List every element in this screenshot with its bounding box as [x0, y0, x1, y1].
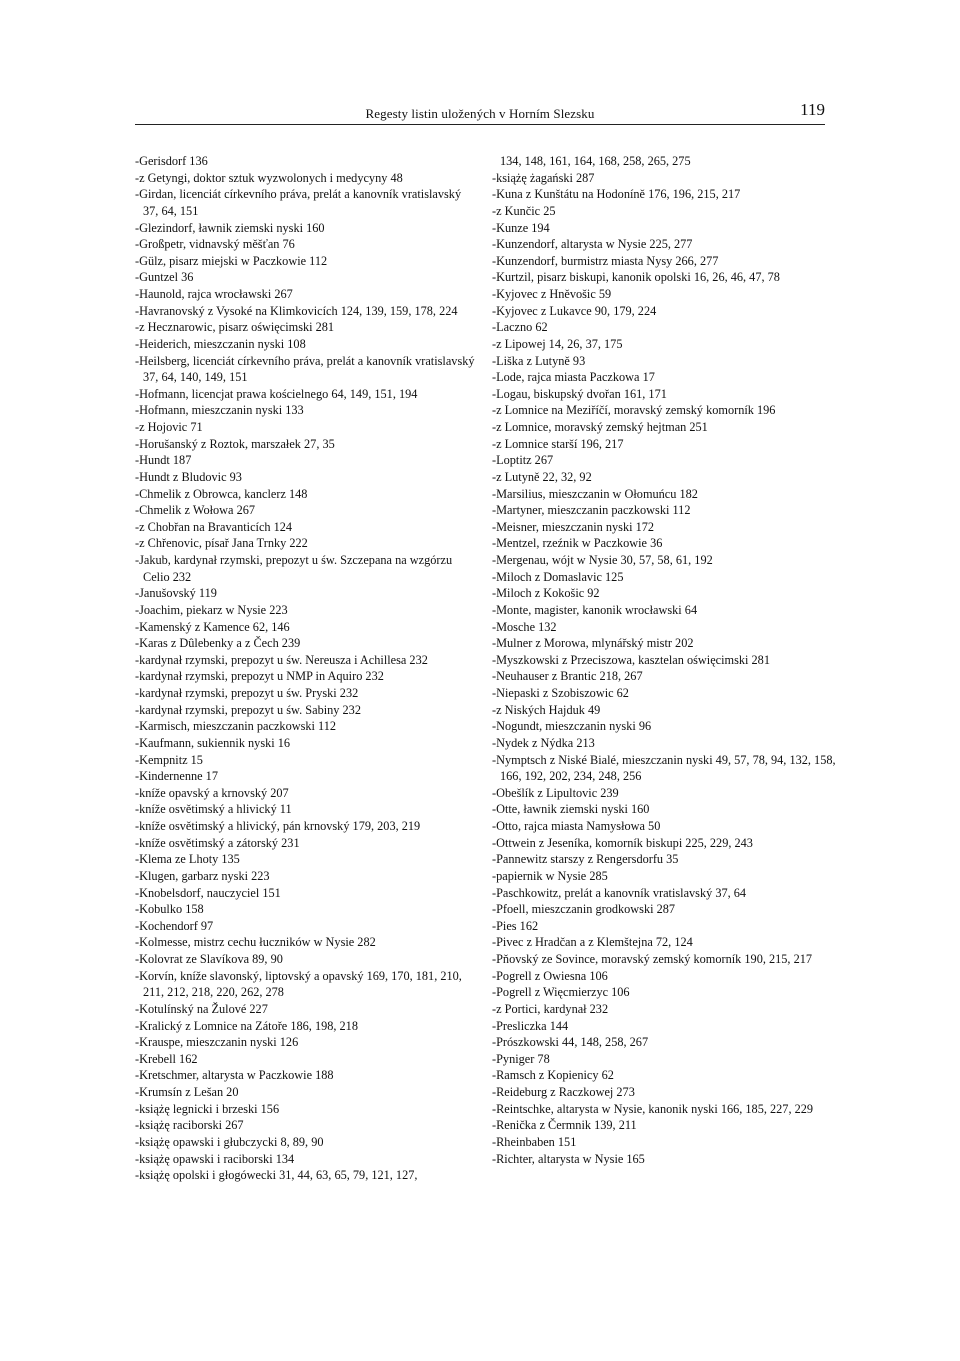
index-entry: -Kolmesse, mistrz cechu łuczników w Nysie 282 [135, 935, 376, 950]
index-entry: -Richter, altarysta w Nysie 165 [492, 1151, 645, 1166]
index-entry: -Ottwein z Jeseníka, komorník biskupi 225, 229, 243 [492, 835, 753, 850]
index-entry: -Martyner, mieszczanin paczkowski 112 [492, 503, 691, 518]
index-entry: -Mentzel, rzeźnik w Paczkowie 36 [492, 536, 663, 551]
index-entry: -Korvín, kníže slavonský, liptovský a opavský 169, 170, 181, 210, 211, 212, 218, 220, 262, 278 [135, 968, 462, 1000]
index-entry: -Kindernenne 17 [135, 769, 218, 784]
index-entry: -kníže osvětimský a hlivický 11 [135, 802, 292, 817]
index-entry: -Kochendorf 97 [135, 918, 214, 933]
index-entry: -Pňovský ze Sovince, moravský zemský komorník 190, 215, 217 [492, 952, 813, 966]
index-entry: -Renička z Čermnik 139, 211 [492, 1118, 637, 1133]
index-entry: -Hofmann, licencjat prawa kościelnego 64, 149, 151, 194 [135, 386, 418, 401]
index-entry: -Kobulko 158 [135, 902, 204, 917]
index-entry: -Gerisdorf 136 [135, 154, 208, 168]
index-entry: -Mergenau, wójt w Nysie 30, 57, 58, 61, 192 [492, 553, 713, 567]
index-entry: -Otte, ławnik ziemski nyski 160 [492, 802, 650, 817]
index-entry: -Kaufmann, sukiennik nyski 16 [135, 735, 291, 750]
index-entry: -Niepaski z Szobiszowic 62 [492, 686, 629, 700]
index-entry: -Hundt 187 [135, 453, 192, 468]
index-entry: -Kyjovec z Lukavce 90, 179, 224 [492, 303, 657, 318]
index-entry: -Chmelik z Wołowa 267 [135, 503, 256, 518]
index-entry: -Großpetr, vidnavský měšťan 76 [135, 237, 295, 252]
index-entry: -z Chřenovic, písař Jana Trnky 222 [135, 536, 308, 551]
index-entry: 134, 148, 161, 164, 168, 258, 265, 275 [500, 154, 691, 168]
index-entry: -Mosche 132 [492, 619, 557, 634]
index-entry: -książę żagański 287 [492, 170, 595, 185]
index-entry: -Kamenský z Kamence 62, 146 [135, 619, 290, 634]
index-entry: -Knobelsdorf, nauczyciel 151 [135, 885, 281, 900]
index-entry: -Pyniger 78 [492, 1051, 550, 1066]
index-entry: -Girdan, licenciát církevního práva, prelát a kanovník vratislavský 37, 64, 151 [135, 187, 462, 218]
index-entry: -kardynał rzymski, prepozyt u NMP in Aquiro 232 [135, 669, 384, 684]
index-entry: -Karmisch, mieszczanin paczkowski 112 [135, 719, 337, 734]
index-column-right [492, 153, 837, 1167]
index-entry: -Nydek z Nýdka 213 [492, 735, 595, 750]
index-entry: -Meisner, mieszczanin nyski 172 [492, 519, 655, 534]
index-entry: -Paschkowitz, prelát a kanovník vratislavský 37, 64 [492, 885, 747, 900]
index-entry: -z Chobřan na Bravanticích 124 [135, 519, 293, 534]
index-entry: -Laczno 62 [492, 320, 548, 335]
index-entry: -z Lomnice starší 196, 217 [492, 436, 624, 451]
index-entry: -kardynał rzymski, prepozyt u św. Pryski 232 [135, 686, 359, 700]
index-entry: -Kurtzil, pisarz biskupi, kanonik opolski 16, 26, 46, 47, 78 [492, 270, 780, 285]
index-entry: -z Portici, kardynał 232 [492, 1001, 609, 1016]
index-entry: -książę opawski i głubczycki 8, 89, 90 [135, 1134, 324, 1149]
index-entry: -Haunold, rajca wrocławski 267 [135, 287, 293, 301]
index-entry: -książę opawski i raciborski 134 [135, 1151, 295, 1166]
index-entry: -kníže osvětimský a hlivický, pán krnovský 179, 203, 219 [135, 819, 421, 833]
index-entry: -Obešlík z Lipultovic 239 [492, 785, 619, 800]
page-number: 119 [800, 100, 825, 119]
index-entry: -Pies 162 [492, 918, 539, 933]
index-entry: -Kunzendorf, burmistrz miasta Nysy 266, 277 [492, 253, 719, 268]
index-entry: -Liška z Lutyně 93 [492, 353, 586, 368]
index-entry: -Glezindorf, ławnik ziemski nyski 160 [135, 220, 325, 235]
index-entry: -kníže osvětimský a zátorský 231 [135, 835, 300, 850]
index-entry: -Presliczka 144 [492, 1018, 569, 1033]
index-entry: -Jakub, kardynał rzymski, prepozyt u św. Szczepana na wzgórzu Celio 232 [135, 553, 453, 584]
index-entry: -Lode, rajca miasta Paczkowa 17 [492, 370, 655, 385]
index-entry: -Miloch z Kokošic 92 [492, 586, 600, 601]
index-entry: -Kuna z Kunštátu na Hodoníně 176, 196, 215, 217 [492, 187, 741, 202]
index-entry: -z Lipowej 14, 26, 37, 175 [492, 336, 623, 351]
index-entry: -Monte, magister, kanonik wrocławski 64 [492, 602, 698, 617]
index-entry: -Pogrell z Więcmierzyc 106 [492, 985, 630, 1000]
index-entry: -Reideburg z Raczkowej 273 [492, 1085, 635, 1099]
index-entry: -Logau, biskupský dvořan 161, 171 [492, 386, 667, 401]
index-entry: -Reintschke, altarysta w Nysie, kanonik nyski 166, 185, 227, 229 [492, 1101, 814, 1116]
index-entry: -kardynał rzymski, prepozyt u św. Sabiny 232 [135, 702, 361, 717]
index-entry: -kardynał rzymski, prepozyt u św. Nereusza i Achillesa 232 [135, 652, 428, 667]
index-entry: -z Lomnice na Meziříčí, moravský zemský komorník 196 [492, 403, 776, 418]
index-entry: -Hundt z Bludovic 93 [135, 469, 242, 484]
index-entry: -papiernik w Nysie 285 [492, 868, 608, 883]
index-entry: -z Getyngi, doktor sztuk wyzwolonych i medycyny 48 [135, 170, 403, 185]
index-entry: -Otto, rajca miasta Namysłowa 50 [492, 819, 661, 833]
index-entry: -Kralický z Lomnice na Zátoře 186, 198, 218 [135, 1018, 358, 1033]
index-entry: -Joachim, piekarz w Nysie 223 [135, 602, 288, 617]
index-entry: -Rheinbaben 151 [492, 1134, 577, 1149]
index-entry: -Nogundt, mieszczanin nyski 96 [492, 719, 652, 734]
index-entry: -Karas z Dûlebenky a z Čech 239 [135, 636, 301, 651]
index-entry: -Kempnitz 15 [135, 752, 203, 767]
index-entry: -książę raciborski 267 [135, 1118, 244, 1133]
index-entry: -z Lutyně 22, 32, 92 [492, 469, 592, 484]
index-entry: -z Kunčic 25 [492, 203, 556, 218]
index-entry: -Myszkowski z Przeciszowa, kasztelan oświęcimski 281 [492, 652, 770, 667]
index-entry: -książę legnicki i brzeski 156 [135, 1101, 280, 1116]
index-entry: -Heilsberg, licenciát církevního práva, prelát a kanovník vratislavský 37, 64, 140, 149, 151 [135, 353, 475, 385]
index-entry: -z Niských Hajduk 49 [492, 702, 601, 717]
index-entry: -Horušanský z Roztok, marszałek 27, 35 [135, 436, 335, 451]
index-entry: -Pogrell z Owiesna 106 [492, 968, 608, 983]
index-entry: -Janušovský 119 [135, 586, 217, 601]
index-entry: -z Lomnice, moravský zemský hejtman 251 [492, 420, 708, 434]
index-entry: -Pfoell, mieszczanin grodkowski 287 [492, 902, 676, 917]
index-entry: -Chmelik z Obrowca, kanclerz 148 [135, 486, 308, 501]
index-entry: -Kolovrat ze Slavíkova 89, 90 [135, 952, 283, 966]
header-title: Regesty listin uložených v Horním Slezsku [365, 106, 595, 121]
index-entry: -Kunze 194 [492, 220, 550, 235]
index-entry: -Krumsín z Lešan 20 [135, 1085, 239, 1099]
index-entry: -Prószkowski 44, 148, 258, 267 [492, 1035, 649, 1050]
index-entry: -Gülz, pisarz miejski w Paczkowie 112 [135, 253, 328, 268]
index-entry: -Pivec z Hradčan a z Klemštejna 72, 124 [492, 935, 693, 950]
index-entry: -Kunzendorf, altarysta w Nysie 225, 277 [492, 237, 693, 252]
index-entry: -Neuhauser z Brantic 218, 267 [492, 669, 643, 684]
index-entry: -Marsilius, mieszczanin w Ołomuńcu 182 [492, 486, 698, 501]
index-entry: -z Hecznarowic, pisarz oświęcimski 281 [135, 320, 335, 335]
index-entry: -Mulner z Morowa, mlynářský mistr 202 [492, 636, 694, 651]
index-entry: -Loptitz 267 [492, 453, 554, 468]
index-entry: -Klugen, garbarz nyski 223 [135, 868, 270, 883]
index-entry: -Pannewitz starszy z Rengersdorfu 35 [492, 852, 679, 867]
index-entry: -Krauspe, mieszczanin nyski 126 [135, 1035, 299, 1050]
index-entry: -Havranovský z Vysoké na Klimkovicích 124, 139, 159, 178, 224 [135, 303, 458, 318]
index-entry: -Ramsch z Kopienicy 62 [492, 1068, 614, 1083]
index-entry: -Krebell 162 [135, 1051, 198, 1066]
index-entry: -Guntzel 36 [135, 270, 194, 285]
index-entry: -Kotulínský na Žulové 227 [135, 1001, 268, 1016]
index-entry: -Heiderich, mieszczanin nyski 108 [135, 336, 306, 351]
index-entry: -Kretschmer, altarysta w Paczkowie 188 [135, 1068, 334, 1083]
index-entry: -Hofmann, mieszczanin nyski 133 [135, 403, 304, 418]
index-entry: -książę opolski i głogówecki 31, 44, 63, 65, 79, 121, 127, [135, 1168, 418, 1183]
running-header [135, 100, 825, 125]
index-entry: -Miloch z Domaslavic 125 [492, 569, 624, 584]
index-entry: -Klema ze Lhoty 135 [135, 852, 240, 867]
index-entry: -Nymptsch z Niské Bialé, mieszczanin nyski 49, 57, 78, 94, 132, 158, 166, 192, 202, 234, 248, 256 [492, 752, 836, 784]
index-column-left [135, 153, 475, 1184]
index-entry: -kníže opavský a krnovský 207 [135, 785, 289, 800]
index-entry: -z Hojovic 71 [135, 420, 203, 434]
index-entry: -Kyjovec z Hněvošic 59 [492, 287, 612, 301]
